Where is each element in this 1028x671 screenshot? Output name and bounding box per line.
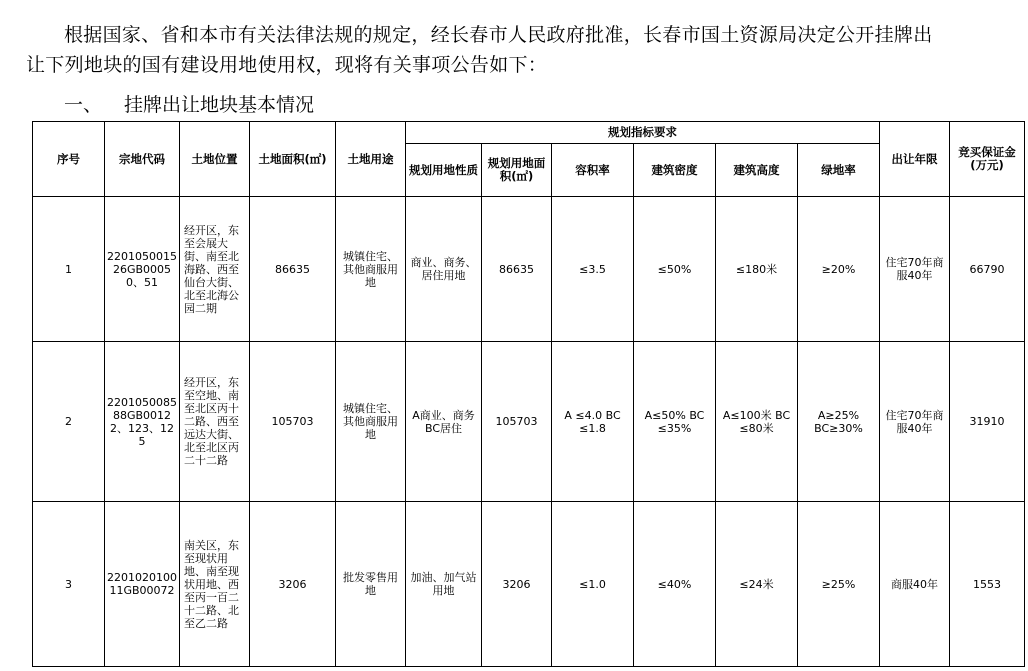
header-seq: 序号	[33, 122, 105, 197]
cell-density: ≤40%	[634, 502, 716, 667]
header-code: 宗地代码	[105, 122, 180, 197]
cell-use: 城镇住宅、其他商服用地	[336, 197, 406, 342]
cell-plan-area: 86635	[482, 197, 552, 342]
table-row	[33, 502, 1025, 667]
cell-density: ≤50%	[634, 197, 716, 342]
cell-deposit: 31910	[950, 342, 1025, 502]
table-row	[33, 342, 1025, 502]
cell-code: 220102010011GB00072	[105, 502, 180, 667]
cell-deposit: 1553	[950, 502, 1025, 667]
header-density: 建筑密度	[634, 144, 716, 197]
cell-density: A≤50% BC ≤35%	[634, 342, 716, 502]
cell-area: 105703	[250, 342, 336, 502]
cell-plan-area: 3206	[482, 502, 552, 667]
header-height: 建筑高度	[716, 144, 798, 197]
cell-term: 住宅70年商服40年	[880, 342, 950, 502]
header-plan-area: 规划用地面积(㎡)	[482, 144, 552, 197]
header-planning-group: 规划指标要求	[406, 122, 880, 144]
table-header-row	[33, 122, 1025, 144]
cell-seq: 1	[33, 197, 105, 342]
cell-green: ≥25%	[798, 502, 880, 667]
cell-nature: A商业、商务 BC居住	[406, 342, 482, 502]
cell-deposit: 66790	[950, 197, 1025, 342]
header-deposit: 竞买保证金(万元)	[950, 122, 1025, 197]
cell-term: 商服40年	[880, 502, 950, 667]
header-use: 土地用途	[336, 122, 406, 197]
cell-height: A≤100米 BC ≤80米	[716, 342, 798, 502]
cell-code: 220105008588GB00122、123、125	[105, 342, 180, 502]
cell-location: 南关区，东至现状用地、南至现状用地、西至丙一百二十二路、北至乙二路	[180, 502, 250, 667]
notice-line-2: 让下列地块的国有建设用地使用权，现将有关事项公告如下：	[26, 54, 548, 76]
header-area: 土地面积(㎡)	[250, 122, 336, 197]
header-far: 容积率	[552, 144, 634, 197]
header-term: 出让年限	[880, 122, 950, 197]
section-title: 挂牌出让地块基本情况	[124, 94, 315, 116]
notice-line-1: 根据国家、省和本市有关法律法规的规定，经长春市人民政府批准，长春市国土资源局决定公开挂牌出	[64, 24, 933, 46]
cell-green: A≥25% BC≥30%	[798, 342, 880, 502]
cell-height: ≤24米	[716, 502, 798, 667]
table-row	[33, 197, 1025, 342]
notice-paragraph	[0, 20, 1028, 80]
header-location: 土地位置	[180, 122, 250, 197]
cell-use: 城镇住宅、其他商服用地	[336, 342, 406, 502]
cell-area: 3206	[250, 502, 336, 667]
cell-seq: 3	[33, 502, 105, 667]
cell-code: 220105001526GB00050、51	[105, 197, 180, 342]
cell-far: A ≤4.0 BC ≤1.8	[552, 342, 634, 502]
land-parcel-table	[32, 121, 1025, 667]
cell-height: ≤180米	[716, 197, 798, 342]
cell-green: ≥20%	[798, 197, 880, 342]
cell-seq: 2	[33, 342, 105, 502]
cell-location: 经开区，东至空地、南至北区丙十二路、西至远达大街、北至北区丙二十二路	[180, 342, 250, 502]
cell-far: ≤3.5	[552, 197, 634, 342]
cell-term: 住宅70年商服40年	[880, 197, 950, 342]
cell-nature: 加油、加气站用地	[406, 502, 482, 667]
cell-area: 86635	[250, 197, 336, 342]
cell-location: 经开区，东至会展大街、南至北海路、西至仙台大街、北至北海公园二期	[180, 197, 250, 342]
section-heading	[64, 90, 314, 117]
cell-nature: 商业、商务、居住用地	[406, 197, 482, 342]
cell-use: 批发零售用地	[336, 502, 406, 667]
cell-plan-area: 105703	[482, 342, 552, 502]
section-number: 一、	[64, 94, 103, 116]
header-green: 绿地率	[798, 144, 880, 197]
header-nature: 规划用地性质	[406, 144, 482, 197]
cell-far: ≤1.0	[552, 502, 634, 667]
